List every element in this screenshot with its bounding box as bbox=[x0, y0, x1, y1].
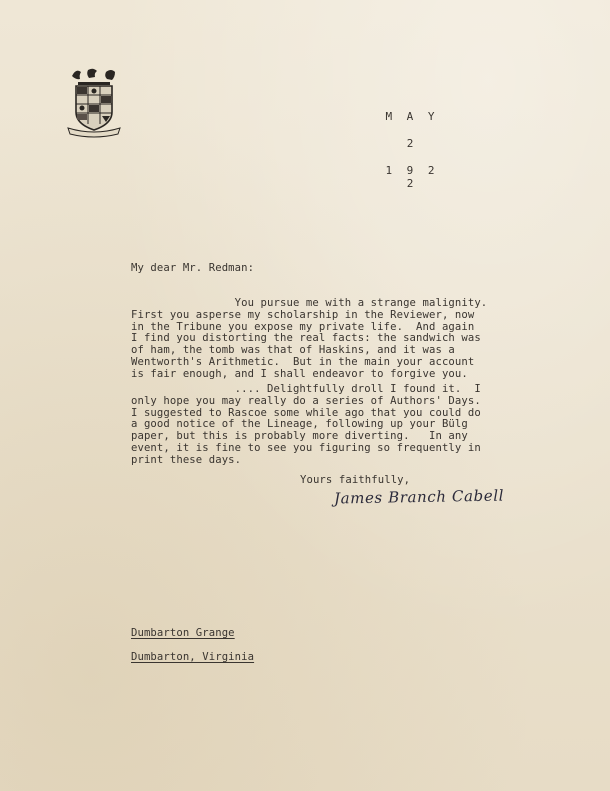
salutation: My dear Mr. Redman: bbox=[131, 262, 255, 274]
closing: Yours faithfully, bbox=[300, 474, 411, 486]
body-paragraph-2: .... Delightfully droll I found it. I only hope you may really do a series of Authors' Days. I suggested to Rascoe some while ago that you could do a good notice of the Lineage, following up your Bülg paper, but this is probably more diverting. In any event, it is fine to see you figuring so frequently in print these days. bbox=[131, 383, 481, 466]
address-line-2: Dumbarton, Virginia bbox=[131, 651, 255, 663]
family-crest-icon bbox=[64, 66, 124, 138]
date-day: 2 bbox=[406, 137, 418, 150]
date-year: 1 9 2 2 bbox=[385, 164, 439, 190]
date-month: M A Y bbox=[385, 110, 439, 123]
address-line-1: Dumbarton Grange bbox=[131, 627, 235, 639]
handwritten-signature: James Branch Cabell bbox=[333, 486, 505, 508]
body-paragraph-1: You pursue me with a strange malignity. First you asperse my scholarship in the Reviewer, now in the Tribune you expose my private life. And again I find you distorting the real facts: the sandwich was of ham, the tomb was that of Haskins, and it was a Wentworth's Arithmetic. But in the main your account is fair enough, and I shall endeavor to forgive you. bbox=[131, 297, 488, 380]
letter-date bbox=[382, 110, 442, 204]
